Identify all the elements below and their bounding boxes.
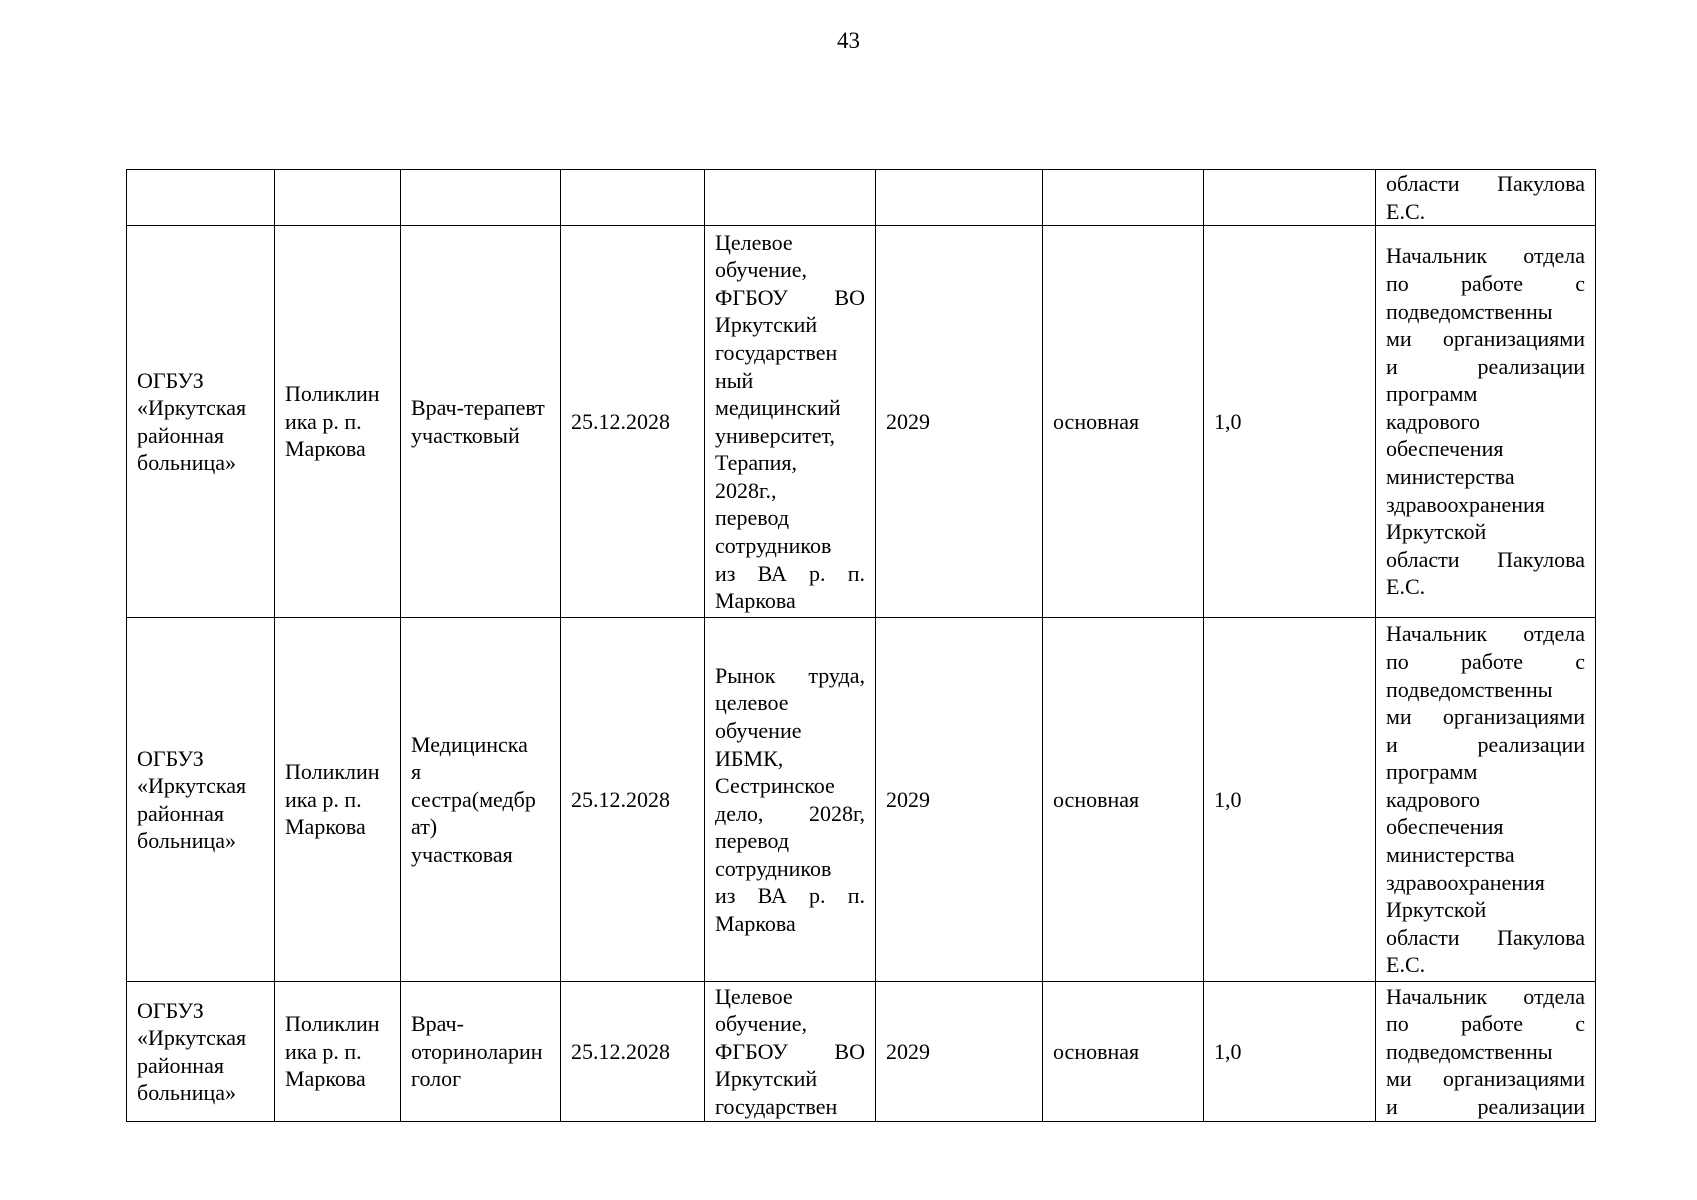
source-line: ИБМК, (715, 745, 784, 771)
table-row-continued (127, 170, 1596, 226)
cell-year: 2029 (876, 226, 1043, 618)
table-row (127, 982, 1596, 1122)
source-line: дело, 2028г, (715, 800, 865, 826)
responsible-line: ми организациями (1386, 326, 1585, 352)
source-line: целевое (715, 690, 789, 716)
position-line: участковая (411, 842, 513, 868)
cell-rate: 1,0 (1204, 618, 1376, 982)
cell-organization: ОГБУЗ «Иркутская районная больница» (127, 226, 275, 618)
source-line: Целевое (715, 983, 793, 1009)
cell-date: 25.12.2028 (561, 226, 705, 618)
source-line: ный (715, 367, 754, 393)
responsible-line: Начальник отдела (1386, 243, 1585, 269)
responsible-line: подведомственны (1386, 298, 1553, 324)
responsible-line: программ (1386, 759, 1478, 785)
source-line: перевод (715, 505, 790, 531)
responsible-line: кадрового (1386, 408, 1481, 434)
cell-source (705, 618, 876, 982)
responsible-line: ми организациями (1386, 704, 1585, 730)
source-line: сотрудников (715, 855, 832, 881)
responsible-line: по работе с (1386, 270, 1585, 296)
source-line: медицинский (715, 395, 841, 421)
source-line: университет, (715, 422, 835, 448)
responsible-line: области Пакулова (1386, 546, 1585, 572)
cell-rate: 1,0 (1204, 226, 1376, 618)
cell-rate: 1,0 (1204, 982, 1376, 1122)
responsible-text: области Пакулова Е.С. (1386, 171, 1585, 224)
responsible-line: подведомственны (1386, 676, 1553, 702)
responsible-line: здравоохранения (1386, 491, 1545, 517)
staffing-table (126, 169, 1596, 1122)
position-line: ат) (411, 814, 438, 840)
responsible-line: и реализации (1386, 731, 1585, 757)
cell-unit: Поликлиника р. п. Маркова (275, 226, 401, 618)
cell-position (401, 618, 561, 982)
cell-source (705, 226, 876, 618)
responsible-line: и реализации (1386, 1094, 1585, 1120)
table-row (127, 618, 1596, 982)
responsible-line: министерства (1386, 842, 1515, 868)
source-line: Иркутский (715, 1066, 818, 1092)
responsible-line: здравоохранения (1386, 869, 1545, 895)
cell-date (561, 170, 705, 226)
source-line: Маркова (715, 911, 796, 937)
cell-responsible (1376, 618, 1596, 982)
source-line: ФГБОУ ВО (715, 284, 865, 310)
source-line: Терапия, (715, 450, 798, 476)
source-line: Целевое (715, 229, 793, 255)
cell-type: основная (1043, 226, 1204, 618)
source-line: перевод (715, 828, 790, 854)
responsible-line: области Пакулова (1386, 924, 1585, 950)
responsible-line: обеспечения (1386, 814, 1504, 840)
responsible-line: Иркутской (1386, 897, 1487, 923)
cell-position: Врач-оториноларинголог (401, 982, 561, 1122)
responsible-line: Начальник отдела (1386, 621, 1585, 647)
cell-year: 2029 (876, 618, 1043, 982)
responsible-line: подведомственны (1386, 1038, 1553, 1064)
responsible-line: министерства (1386, 464, 1515, 490)
cell-source (705, 982, 876, 1122)
cell-type (1043, 170, 1204, 226)
source-line: сотрудников (715, 533, 832, 559)
source-line: Рынок труда, (715, 662, 865, 688)
position-line: сестра(медбр (411, 786, 536, 812)
responsible-line: ми организациями (1386, 1066, 1585, 1092)
page-number: 43 (837, 28, 860, 53)
cell-organization (127, 170, 275, 226)
source-line: государствен (715, 1094, 838, 1120)
source-line: обучение (715, 717, 802, 743)
responsible-line: по работе с (1386, 1011, 1585, 1037)
cell-responsible (1376, 170, 1596, 226)
cell-type: основная (1043, 982, 1204, 1122)
cell-responsible (1376, 226, 1596, 618)
responsible-line: обеспечения (1386, 436, 1504, 462)
source-line: Сестринское (715, 773, 835, 799)
responsible-line: Е.С. (1386, 574, 1426, 600)
source-line: обучение, (715, 257, 807, 283)
cell-organization: ОГБУЗ «Иркутская районная больница» (127, 618, 275, 982)
cell-year: 2029 (876, 982, 1043, 1122)
responsible-line: Е.С. (1386, 952, 1426, 978)
cell-unit (275, 170, 401, 226)
cell-year (876, 170, 1043, 226)
source-line: 2028г., (715, 477, 777, 503)
source-line: обучение, (715, 1011, 807, 1037)
responsible-line: Начальник отдела (1386, 983, 1585, 1009)
source-line: Иркутский (715, 312, 818, 338)
cell-unit: Поликлиника р. п. Маркова (275, 982, 401, 1122)
responsible-line: кадрового (1386, 786, 1481, 812)
position-line: Медицинска (411, 731, 528, 757)
responsible-line: по работе с (1386, 648, 1585, 674)
cell-source (705, 170, 876, 226)
cell-unit: Поликлиника р. п. Маркова (275, 618, 401, 982)
responsible-line: и реализации (1386, 353, 1585, 379)
responsible-line: Иркутской (1386, 519, 1487, 545)
cell-type: основная (1043, 618, 1204, 982)
source-line: государствен (715, 339, 838, 365)
cell-organization: ОГБУЗ «Иркутская районная больница» (127, 982, 275, 1122)
cell-rate (1204, 170, 1376, 226)
cell-position (401, 170, 561, 226)
position-line: я (411, 759, 422, 785)
source-line: из ВА р. п. (715, 883, 865, 909)
source-line: ФГБОУ ВО (715, 1038, 865, 1064)
table-row (127, 226, 1596, 618)
responsible-line: программ (1386, 381, 1478, 407)
source-line: из ВА р. п. (715, 560, 865, 586)
cell-date: 25.12.2028 (561, 618, 705, 982)
cell-date: 25.12.2028 (561, 982, 705, 1122)
cell-position: Врач-терапевт участковый (401, 226, 561, 618)
cell-responsible (1376, 982, 1596, 1122)
source-line: Маркова (715, 588, 796, 614)
